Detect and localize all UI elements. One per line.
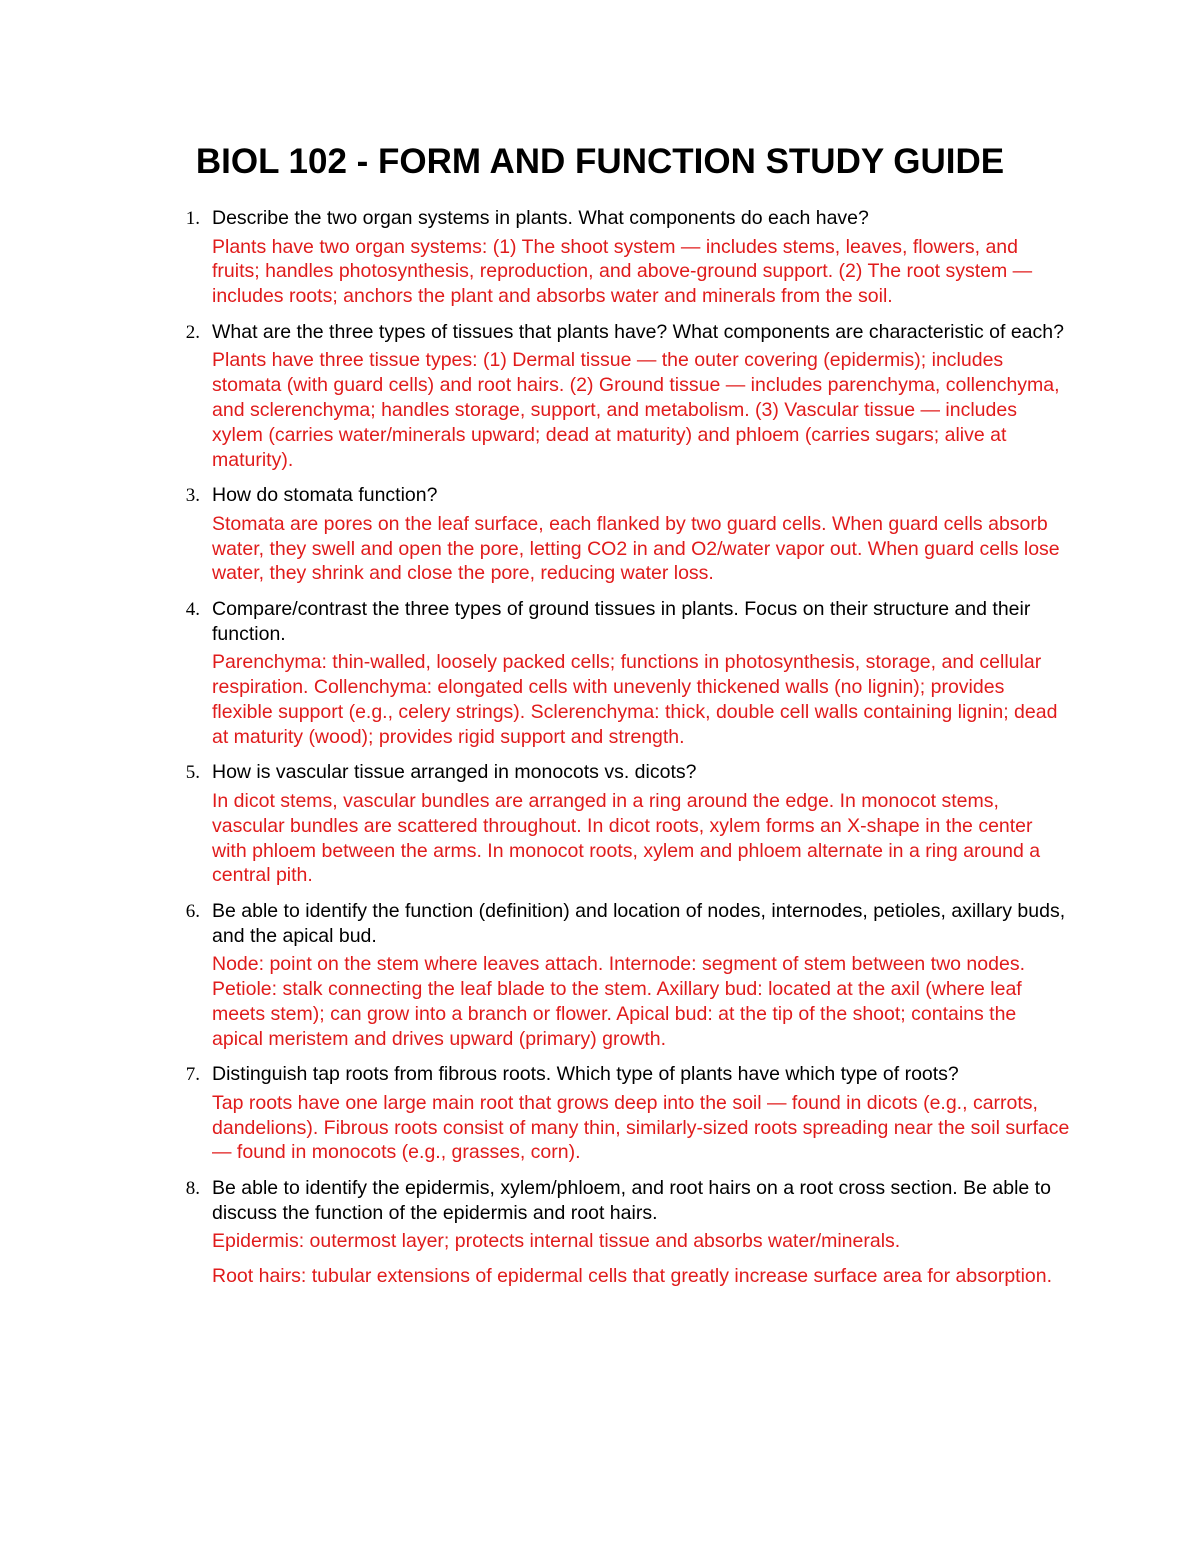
question-item — [170, 760, 1070, 888]
question-text: How do stomata function? — [212, 484, 438, 507]
question-item — [170, 1062, 1070, 1165]
question-text: Be able to identify the epidermis, xylem/phloem, and root hairs on a root cross section. Be able to discuss the function of the epidermis and root hairs. — [212, 1177, 1051, 1224]
question-item — [170, 1176, 1070, 1289]
answer-text: Epidermis: outermost layer; protects internal tissue and absorbs water/minerals. — [212, 1230, 901, 1253]
question-item — [170, 899, 1070, 1051]
question-number: 5. — [185, 762, 200, 784]
question-number: 6. — [185, 901, 200, 923]
question-number: 7. — [185, 1064, 200, 1086]
question-item — [170, 483, 1070, 586]
answer-text: Tap roots have one large main root that grows deep into the soil — found in dicots (e.g., carrots, dandelions). Fibrous roots consist of many thin, similarly-sized roots spreading near the soil surface — found in monocots (e.g., grasses, corn). — [212, 1091, 1070, 1164]
question-text: Be able to identify the function (definition) and location of nodes, internodes, petioles, axillary buds, and the apical bud. — [212, 900, 1066, 947]
question-number: 3. — [185, 485, 200, 507]
question-text: What are the three types of tissues that plants have? What components are characteristic of each? — [212, 320, 1064, 343]
answer-text: Root hairs: tubular extensions of epidermal cells that greatly increase surface area for absorption. — [212, 1265, 1053, 1288]
question-text: Compare/contrast the three types of ground tissues in plants. Focus on their structure and their function. — [212, 598, 1031, 645]
question-number: 8. — [185, 1178, 200, 1200]
question-item — [170, 320, 1070, 472]
answer-text: In dicot stems, vascular bundles are arranged in a ring around the edge. In monocot stems, vascular bundles are scattered throughout. In dicot roots, xylem forms an X-shape in the center with phloem between the arms. In monocot roots, xylem and phloem alternate in a ring around a central pith. — [212, 789, 1041, 887]
answer-text: Plants have three tissue types: (1) Dermal tissue — the outer covering (epidermis); includes stomata (with guard cells) and root hairs. (2) Ground tissue — includes parenchyma, collenchyma, and sclerenchyma; handles storage, support, and metabolism. (3) Vascular tissue — includes xylem (carries water/minerals upward; dead at maturity) and phloem (carries sugars; alive at maturity). — [212, 349, 1060, 471]
answer-text: Parenchyma: thin-walled, loosely packed cells; functions in photosynthesis, storage, and cellular respiration. Collenchyma: elongated cells with unevenly thickened walls (no lignin); provides flexible support (e.g., celery strings). Sclerenchyma: thick, double cell walls containing lignin; dead at maturity (wood); provides rigid support and strength. — [212, 651, 1058, 748]
question-number: 1. — [185, 208, 200, 229]
answer-text: Plants have two organ systems: (1) The shoot system — includes stems, leaves, flowers, and fruits; handles photosynthesis, reproduction, and above-ground support. (2) The root system — includes roots; anchors the plant and absorbs water and minerals from the soil. — [212, 235, 1033, 308]
answer-text: Stomata are pores on the leaf surface, each flanked by two guard cells. When guard cells absorb water, they swell and open the pore, letting CO2 in and O2/water vapor out. When guard cells lose water, they shrink and close the pore, reducing water loss. — [212, 512, 1060, 585]
question-text: Describe the two organ systems in plants. What components do each have? — [212, 207, 869, 229]
question-number: 2. — [185, 321, 200, 343]
page-title: BIOL 102 - FORM AND FUNCTION STUDY GUIDE — [195, 142, 1005, 181]
question-text: How is vascular tissue arranged in monocots vs. dicots? — [212, 761, 697, 784]
question-text: Distinguish tap roots from fibrous roots. Which type of plants have which type of roots? — [212, 1063, 959, 1086]
question-item — [170, 597, 1070, 749]
question-item — [170, 206, 1070, 309]
question-list — [170, 206, 1070, 1300]
question-number: 4. — [185, 599, 200, 621]
answer-text: Node: point on the stem where leaves attach. Internode: segment of stem between two nodes. Petiole: stalk connecting the leaf blade to the stem. Axillary bud: located at the axil (where leaf meets stem); can grow into a branch or flower. Apical bud: at the tip of the shoot; contains the apical meristem and drives upward (primary) growth. — [212, 953, 1025, 1050]
